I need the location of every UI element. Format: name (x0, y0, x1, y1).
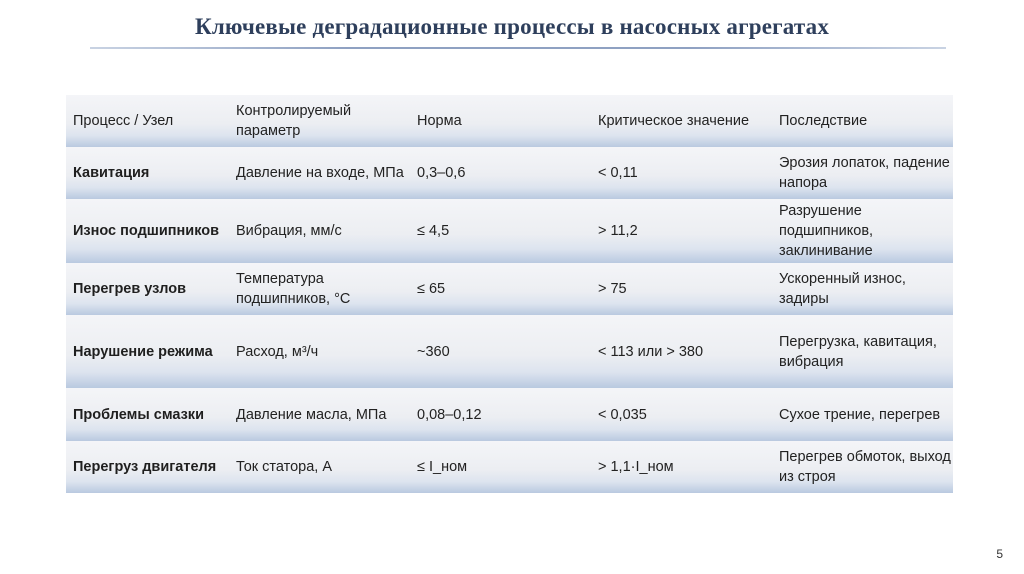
degradation-table (66, 95, 953, 493)
consequence-cell: Разрушение подшипников, заклинивание (779, 203, 874, 259)
critical-cell: < 0,035 (598, 406, 647, 423)
consequence-cell: Сухое трение, перегрев (779, 406, 941, 423)
critical-cell: < 113 или > 380 (598, 343, 704, 360)
parameter-cell: Температура подшипников, °C (236, 271, 351, 307)
header-cell: Критическое значение (598, 113, 750, 129)
parameter-cell: Ток статора, А (236, 459, 333, 475)
process-cell: Перегрев узлов (73, 281, 186, 297)
header-cell: Норма (417, 113, 462, 129)
critical-cell: > 75 (598, 281, 627, 297)
table-row (66, 441, 953, 493)
norm-cell: ≤ I_ном (417, 459, 468, 475)
process-cell: Перегруз двигателя (73, 459, 217, 475)
process-cell: Проблемы смазки (73, 406, 204, 423)
title-divider (90, 47, 946, 49)
process-cell: Кавитация (73, 165, 150, 181)
table-row (66, 199, 953, 263)
norm-cell: 0,3–0,6 (417, 165, 466, 181)
parameter-cell: Давление масла, МПа (236, 406, 387, 423)
critical-cell: < 0,11 (598, 165, 638, 181)
critical-cell: > 11,2 (598, 223, 638, 239)
header-cell: Процесс / Узел (73, 113, 174, 129)
norm-cell: ~360 (417, 343, 450, 360)
table-row (66, 263, 953, 315)
page-number: 5 (996, 547, 1003, 561)
consequence-cell: Перегрев обмоток, выход из строя (779, 449, 951, 485)
norm-cell: ≤ 65 (417, 281, 446, 297)
parameter-cell: Вибрация, мм/с (236, 223, 342, 239)
norm-cell: ≤ 4,5 (417, 223, 450, 239)
slide-title: Ключевые деградационные процессы в насосных агрегатах (194, 14, 830, 39)
parameter-cell: Расход, м³/ч (236, 343, 319, 360)
header-cell: Последствие (779, 113, 868, 129)
consequence-cell: Ускоренный износ, задиры (779, 271, 906, 307)
table-header-row (66, 95, 953, 147)
critical-cell: > 1,1·I_ном (598, 459, 674, 475)
table-row (66, 315, 953, 388)
process-cell: Износ подшипников (73, 223, 220, 239)
consequence-cell: Эрозия лопаток, падение напора (779, 155, 950, 191)
table-row (66, 388, 953, 441)
consequence-cell: Перегрузка, кавитация, вибрация (779, 333, 937, 370)
norm-cell: 0,08–0,12 (417, 406, 482, 423)
process-cell: Нарушение режима (73, 343, 213, 360)
table-row (66, 147, 953, 199)
parameter-cell: Давление на входе, МПа (236, 165, 404, 181)
header-cell: Контролируемый параметр (236, 103, 352, 139)
